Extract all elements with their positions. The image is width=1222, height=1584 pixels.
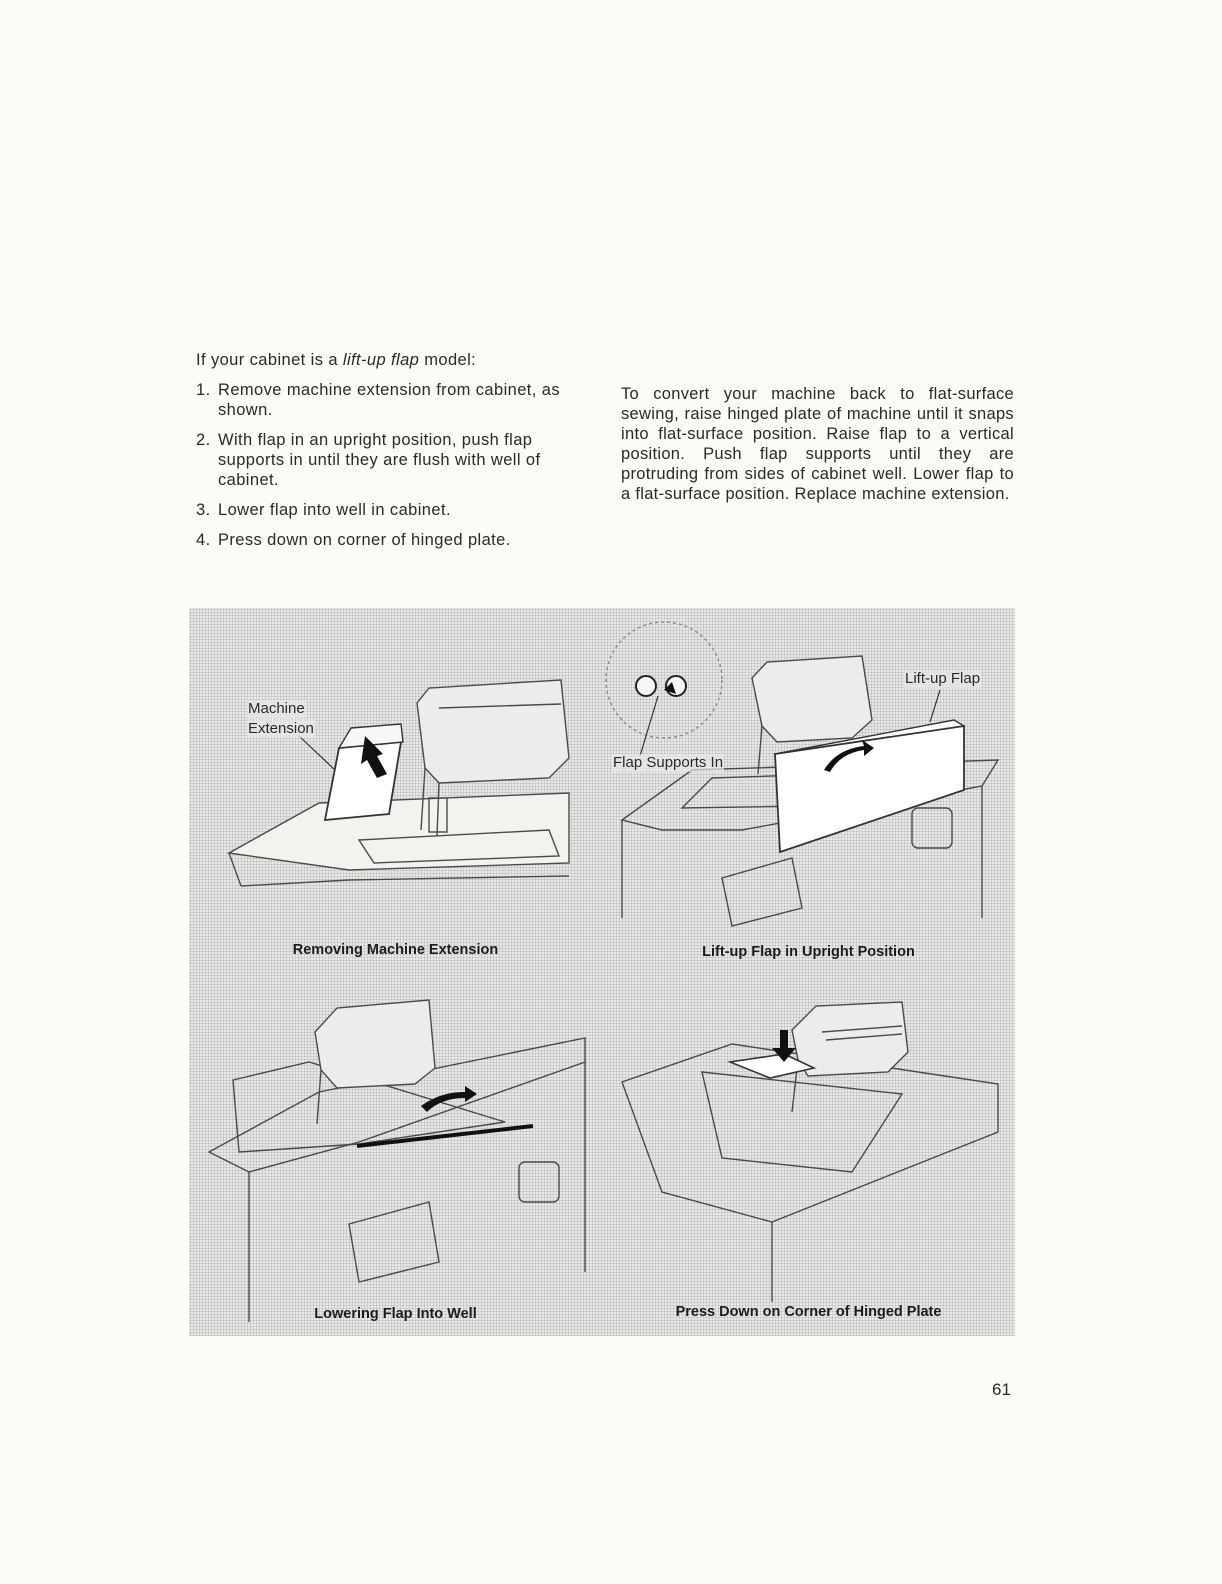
callout-extension: Extension xyxy=(248,720,314,737)
figure-lowering-flap xyxy=(189,972,602,1336)
callout-machine: Machine xyxy=(248,700,305,717)
figure-4-illustration xyxy=(602,972,1015,1336)
instructions-column xyxy=(196,350,596,560)
caption-removing-extension: Removing Machine Extension xyxy=(292,942,499,958)
step-2: 2. With flap in an upright position, push flap supports in until they are flush with well of cabinet. xyxy=(196,431,541,489)
callout-flap-supports-in: Flap Supports In xyxy=(613,754,724,771)
figure-2-illustration xyxy=(602,608,1015,972)
illustration-panel xyxy=(189,608,1015,1336)
page-number: 61 xyxy=(992,1380,1011,1399)
caption-flap-upright: Lift-up Flap in Upright Position xyxy=(702,944,915,960)
steps-list xyxy=(196,380,596,550)
figure-removing-extension xyxy=(189,608,602,972)
step-3: 3. Lower flap into well in cabinet. xyxy=(196,501,451,519)
figure-3-illustration xyxy=(189,972,602,1336)
caption-lowering-flap: Lowering Flap Into Well xyxy=(314,1306,477,1322)
convert-back-paragraph: To convert your machine back to flat-surface sewing, raise hinged plate of machine until it snaps into flat-surface position. Raise flap to a vertical position. Push flap supports until they are protruding from sides of cabinet well. Lower flap to a flat-surface position. Replace machine extension. xyxy=(621,385,1014,503)
figure-1-illustration xyxy=(189,608,602,972)
step-4: 4. Press down on corner of hinged plate. xyxy=(196,531,511,549)
intro-line: If your cabinet is a lift-up flap model: xyxy=(196,351,477,369)
caption-press-hinged-plate: Press Down on Corner of Hinged Plate xyxy=(675,1304,942,1320)
figure-flap-upright xyxy=(602,608,1015,972)
figure-press-hinged-plate xyxy=(602,972,1015,1336)
callout-lift-up-flap: Lift-up Flap xyxy=(905,670,981,687)
step-1: 1. Remove machine extension from cabinet, as shown. xyxy=(196,381,560,419)
